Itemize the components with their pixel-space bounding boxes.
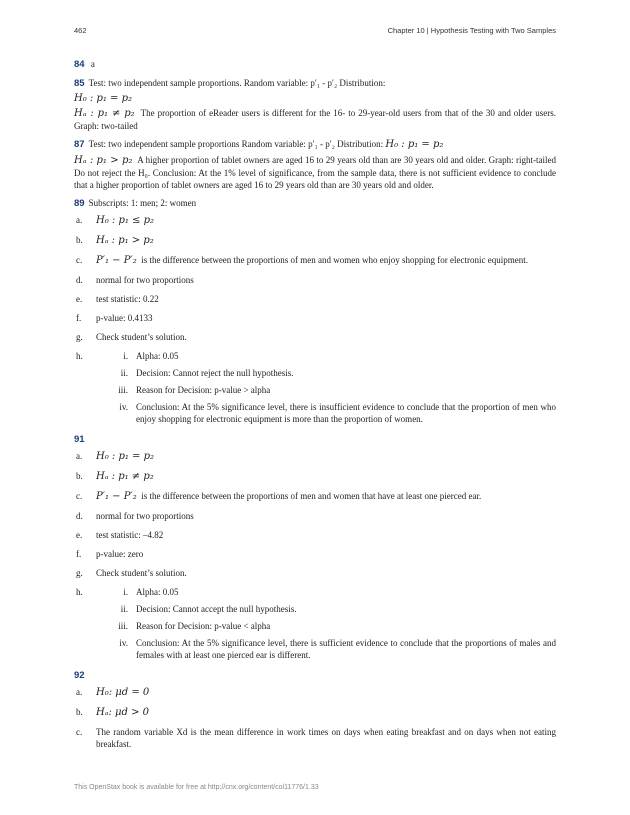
list-item xyxy=(74,706,556,719)
item-text: test statistic: –4.82 xyxy=(96,530,164,540)
item-text: normal for two proportions xyxy=(96,511,194,521)
list-item xyxy=(74,567,556,579)
sub-item-text: Conclusion: At the 5% significance level, there is sufficient evidence to conclude that the proportions of males and females with at least one pierced ear is different. xyxy=(136,638,556,660)
alternative-hypothesis: Hₐ: μd > 0 xyxy=(96,707,150,718)
sub-item-label: iii. xyxy=(118,621,128,631)
item-label: d. xyxy=(76,275,83,285)
list-item xyxy=(74,548,556,560)
null-hypothesis: H₀ : p₁ = p₂ xyxy=(385,139,444,150)
item-label: d. xyxy=(76,511,83,521)
test-description: Test: two independent sample proportions. Random variable: p′₁ - p′₂ Distribution: xyxy=(88,78,386,88)
item-text: is the difference between the proportions of men and women that have at least one pierced ear. xyxy=(141,491,482,501)
item-text: The random variable Xd is the mean difference in work times on days when eating breakfast and on days when not eating breakfast. xyxy=(96,727,556,749)
item-text: Check student’s solution. xyxy=(96,568,187,578)
sub-item-text: Decision: Cannot accept the null hypothesis. xyxy=(136,604,297,614)
sub-item-text: Reason for Decision: p-value > alpha xyxy=(136,385,271,395)
alternative-hypothesis: Hₐ : p₁ > p₂ xyxy=(96,235,154,246)
solution-84 xyxy=(74,58,556,71)
page-footer: This OpenStax book is available for free at http://cnx.org/content/col11776/1.33 xyxy=(74,784,319,791)
item-text: test statistic: 0.22 xyxy=(96,294,159,304)
random-variable: P′₁ − P′₂ xyxy=(96,491,137,502)
alternative-description: A higher proportion of tablet owners are aged 16 to 29 years old than are 30 years old and older. Graph: right-tailed Do not reject the H₀. Conclusion: At the 1% level of significance, from the sample data, there is not sufficient evidence to conclude that a higher proportion of tablet owners are aged 16 to 29 years old than are 30 years old and older. xyxy=(74,155,556,190)
list-item xyxy=(74,490,556,503)
problem-number: 84 xyxy=(74,59,85,70)
sub-item-label: iv. xyxy=(119,402,128,412)
list-item xyxy=(74,510,556,522)
list-item xyxy=(74,586,556,661)
sub-item-text: Alpha: 0.05 xyxy=(136,351,179,361)
solution-89 xyxy=(74,197,556,425)
item-label: c. xyxy=(76,255,83,265)
chapter-title: Chapter 10 | Hypothesis Testing with Two Samples xyxy=(387,26,556,35)
list-item xyxy=(74,331,556,343)
item-label: c. xyxy=(76,727,83,737)
sub-item xyxy=(74,586,556,598)
item-label: g. xyxy=(76,332,83,342)
solution-87 xyxy=(74,138,556,191)
problem-number: 91 xyxy=(74,434,85,445)
sub-item-label: i. xyxy=(123,587,128,597)
sub-item xyxy=(74,401,556,425)
item-label: g. xyxy=(76,568,83,578)
item-text: p-value: zero xyxy=(96,549,144,559)
null-hypothesis: H₀ : p₁ ≤ p₂ xyxy=(96,215,155,226)
item-text: p-value: 0.4133 xyxy=(96,313,153,323)
item-label: b. xyxy=(76,235,83,245)
alternative-hypothesis: Hₐ : p₁ > p₂ xyxy=(74,155,133,166)
random-variable: P′₁ − P′₂ xyxy=(96,255,137,266)
null-hypothesis: H₀ : p₁ = p₂ xyxy=(96,451,155,462)
problem-number: 89 xyxy=(74,198,85,209)
list-item xyxy=(74,350,556,425)
item-label: e. xyxy=(76,530,83,540)
sub-item xyxy=(74,637,556,661)
null-hypothesis: H₀ : p₁ = p₂ xyxy=(74,93,133,104)
solutions-content xyxy=(74,58,556,757)
item-label: c. xyxy=(76,491,83,501)
list-item xyxy=(74,254,556,267)
item-text: normal for two proportions xyxy=(96,275,194,285)
sub-item xyxy=(74,603,556,615)
item-label: e. xyxy=(76,294,83,304)
test-description: Test: two independent sample proportions Random variable: p′₁ - p′₂ Distribution: xyxy=(88,139,384,149)
solution-92 xyxy=(74,669,556,750)
problem-number: 87 xyxy=(74,139,85,150)
alternative-description: The proportion of eReader users is different for the 16- to 29-year-old users from that of the 30 and older users. Graph: two-tailed xyxy=(74,108,557,131)
sub-item xyxy=(74,620,556,632)
item-label: b. xyxy=(76,471,83,481)
running-header xyxy=(74,26,556,38)
solution-85 xyxy=(74,77,556,132)
item-label: f. xyxy=(76,549,82,559)
item-label: a. xyxy=(76,215,83,225)
sub-item-text: Decision: Cannot reject the null hypothesis. xyxy=(136,368,294,378)
item-label: a. xyxy=(76,451,83,461)
problem-number: 92 xyxy=(74,670,85,681)
sub-item xyxy=(74,367,556,379)
list-item xyxy=(74,234,556,247)
item-label: f. xyxy=(76,313,82,323)
item-label: a. xyxy=(76,687,83,697)
item-label: b. xyxy=(76,707,83,717)
sub-item xyxy=(74,384,556,396)
list-item xyxy=(74,686,556,699)
alternative-hypothesis: Hₐ : p₁ ≠ p₂ xyxy=(96,471,154,482)
list-item xyxy=(74,450,556,463)
list-item xyxy=(74,274,556,286)
null-hypothesis: H₀: μd = 0 xyxy=(96,687,150,698)
sub-item-label: iv. xyxy=(119,638,128,648)
list-item xyxy=(74,293,556,305)
sub-item-text: Reason for Decision: p-value < alpha xyxy=(136,621,271,631)
subscripts-note: Subscripts: 1: men; 2: women xyxy=(88,198,197,208)
sub-item-label: ii. xyxy=(120,604,128,614)
sub-item-label: i. xyxy=(123,351,128,361)
list-item xyxy=(74,214,556,227)
list-item xyxy=(74,312,556,324)
item-label: h. xyxy=(76,587,83,597)
item-label: h. xyxy=(76,351,83,361)
page-number: 462 xyxy=(74,26,87,35)
sub-item-text: Conclusion: At the 5% significance level, there is insufficient evidence to conclude that the proportion of men who enjoy shopping for electronic equipment is more than the proportion of women. xyxy=(136,402,556,424)
list-item xyxy=(74,529,556,541)
item-text: Check student’s solution. xyxy=(96,332,187,342)
item-text: is the difference between the proportions of men and women who enjoy shopping for electronic equipment. xyxy=(141,255,528,265)
list-item xyxy=(74,470,556,483)
alternative-hypothesis: Hₐ : p₁ ≠ p₂ xyxy=(74,108,135,119)
answer-text: a xyxy=(90,59,95,69)
sub-item-text: Alpha: 0.05 xyxy=(136,587,179,597)
sub-item-label: iii. xyxy=(118,385,128,395)
solution-91 xyxy=(74,433,556,661)
problem-number: 85 xyxy=(74,78,85,89)
sub-item xyxy=(74,350,556,362)
sub-item-label: ii. xyxy=(120,368,128,378)
list-item xyxy=(74,726,556,750)
